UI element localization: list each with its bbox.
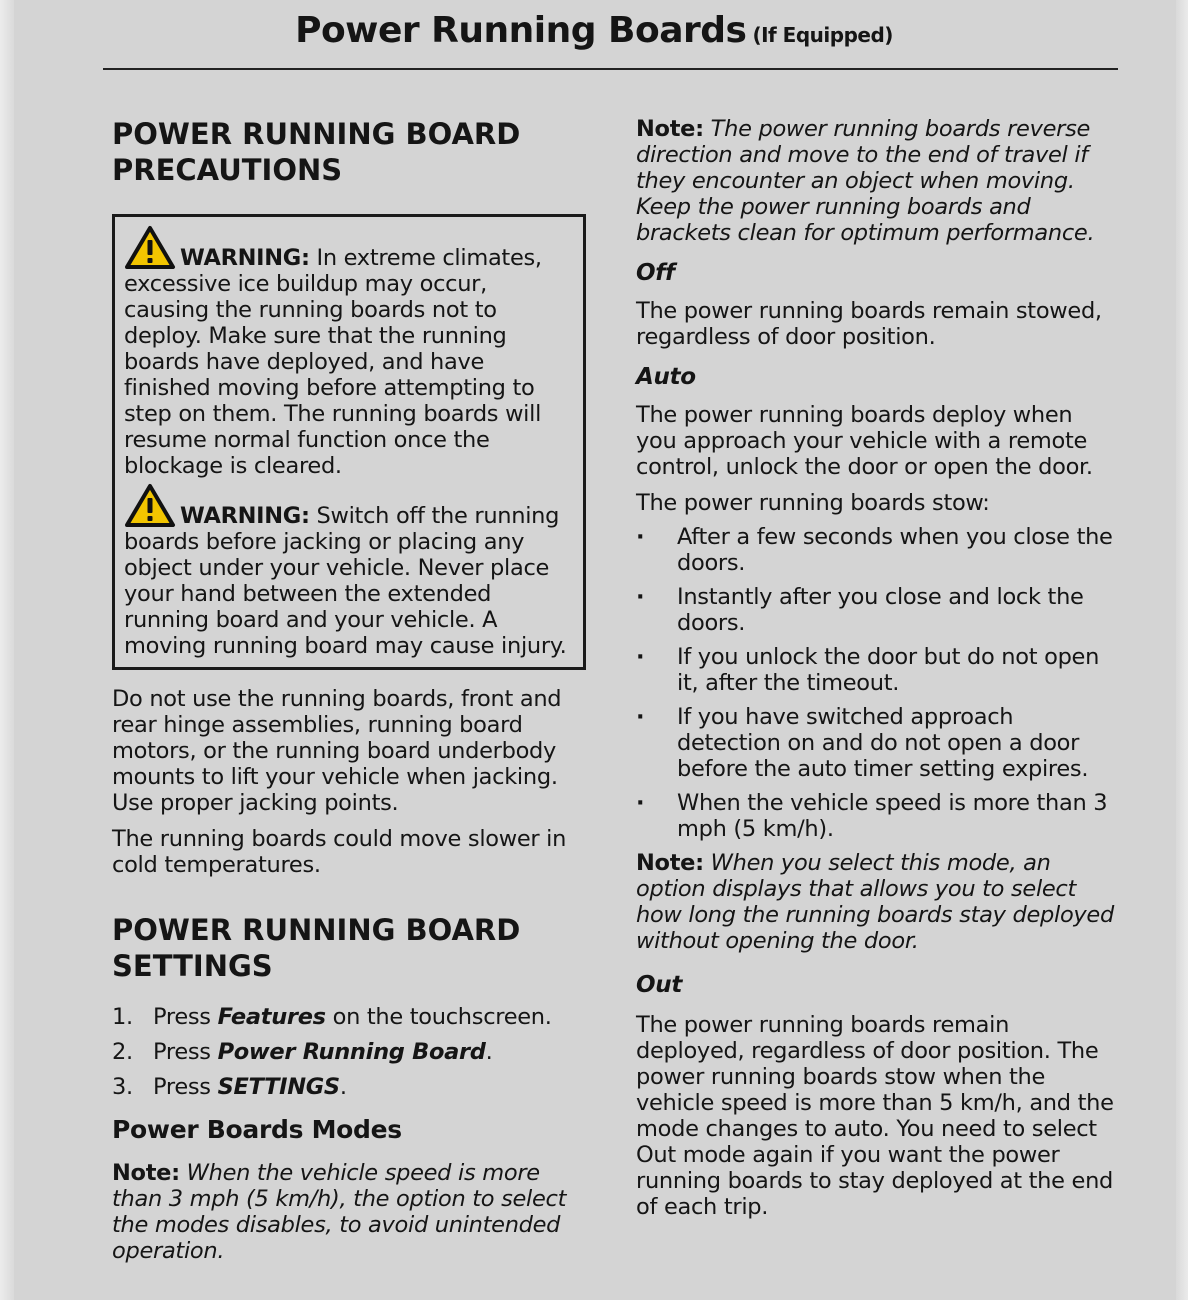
note-text: When you select this mode, an option displays that allows you to select how long the running boards stay deployed without opening the door.	[636, 850, 1114, 954]
step-text: on the touchscreen.	[325, 1004, 552, 1030]
step-strong: Power Running Board	[217, 1039, 486, 1065]
step-strong: SETTINGS	[217, 1074, 340, 1100]
step-number: 3.	[112, 1074, 133, 1100]
warning-triangle-icon	[124, 225, 176, 269]
off-text: The power running boards remain stowed, regardless of door position.	[636, 298, 1102, 350]
settings-heading: POWER RUNNING BOARD SETTINGS	[112, 913, 521, 983]
note-text: The power running boards reverse direction and move to the end of travel if they encounter an object when moving. Keep the power running boards and brackets clean for optimum performance.	[636, 116, 1095, 246]
step-strong: Features	[217, 1004, 326, 1030]
note-label: Note:	[112, 1160, 180, 1186]
precautions-heading: POWER RUNNING BOARD PRECAUTIONS	[112, 117, 521, 187]
list-item-text: If you have switched approach detection on and do not open a door before the auto timer setting expires.	[677, 704, 1089, 782]
bullet-icon: ·	[636, 584, 645, 610]
page-title-text: Power Running Boards	[295, 10, 747, 51]
warning-paragraph-2	[124, 483, 575, 659]
stow-list	[636, 524, 1114, 842]
out-heading: Out	[636, 972, 683, 998]
modes-note	[112, 1160, 590, 1264]
out-text: The power running boards remain deployed, regardless of door position. The power running boards stow when the vehicle speed is more than 5 km/h, and the mode changes to auto. You need to select Out mode again if you want the power running boards to stay deployed at the end of each trip.	[636, 1012, 1114, 1220]
left-column	[112, 116, 590, 1264]
right-column	[636, 116, 1114, 1220]
warning-label: WARNING:	[180, 503, 310, 529]
list-item-text: If you unlock the door but do not open it, after the timeout.	[677, 644, 1100, 696]
jacking-paragraph: Do not use the running boards, front and rear hinge assemblies, running board motors, or the running board underbody mounts to lift your vehicle when jacking. Use proper jacking points.	[112, 686, 562, 816]
page-title	[0, 6, 1188, 60]
warning-text: Switch off the running boards before jacking or placing any object under your vehicle. Never place your hand between the extended running board and your vehicle. A moving running board may cause injury.	[124, 503, 567, 659]
auto-note	[636, 850, 1114, 954]
page-edge-right	[1176, 0, 1188, 1300]
step-text: .	[339, 1074, 347, 1100]
step-item	[112, 1074, 590, 1100]
step-item	[112, 1004, 590, 1030]
note-label: Note:	[636, 850, 704, 876]
step-number: 2.	[112, 1039, 133, 1065]
step-text: Press	[153, 1074, 218, 1100]
warning-label: WARNING:	[180, 245, 310, 271]
title-rule	[103, 68, 1118, 70]
list-item	[636, 790, 1114, 842]
off-heading: Off	[636, 260, 675, 286]
step-item	[112, 1039, 590, 1065]
note-label: Note:	[636, 116, 704, 142]
auto-heading: Auto	[636, 364, 696, 390]
list-item	[636, 524, 1114, 576]
page-title-subtitle: (If Equipped)	[752, 23, 893, 47]
stow-intro: The power running boards stow:	[636, 490, 990, 516]
list-item	[636, 704, 1114, 782]
bullet-icon: ·	[636, 704, 645, 730]
modes-heading: Power Boards Modes	[112, 1115, 402, 1144]
list-item	[636, 584, 1114, 636]
bullet-icon: ·	[636, 524, 645, 550]
step-number: 1.	[112, 1004, 133, 1030]
top-note	[636, 116, 1114, 246]
warning-paragraph-1	[124, 225, 575, 479]
step-text: .	[485, 1039, 493, 1065]
step-text: Press	[153, 1039, 218, 1065]
warning-text: In extreme climates, excessive ice buildup may occur, causing the running boards not to deploy. Make sure that the running boards have deployed, and have finished moving before attempting to step on them. The running boards will resume normal function once the blockage is cleared.	[124, 245, 542, 479]
list-item-text: After a few seconds when you close the doors.	[677, 524, 1113, 576]
note-text: When the vehicle speed is more than 3 mph (5 km/h), the option to select the modes disables, to avoid unintended operation.	[112, 1160, 567, 1264]
settings-steps	[112, 1004, 590, 1100]
warning-box	[112, 214, 586, 670]
step-text: Press	[153, 1004, 218, 1030]
bullet-icon: ·	[636, 790, 645, 816]
cold-paragraph: The running boards could move slower in cold temperatures.	[112, 826, 567, 878]
list-item-text: When the vehicle speed is more than 3 mph (5 km/h).	[677, 790, 1108, 842]
warning-triangle-icon	[124, 483, 176, 527]
bullet-icon: ·	[636, 644, 645, 670]
list-item	[636, 644, 1114, 696]
auto-text: The power running boards deploy when you approach your vehicle with a remote control, unlock the door or open the door.	[636, 402, 1093, 480]
list-item-text: Instantly after you close and lock the doors.	[677, 584, 1084, 636]
page-edge-left	[0, 0, 14, 1300]
